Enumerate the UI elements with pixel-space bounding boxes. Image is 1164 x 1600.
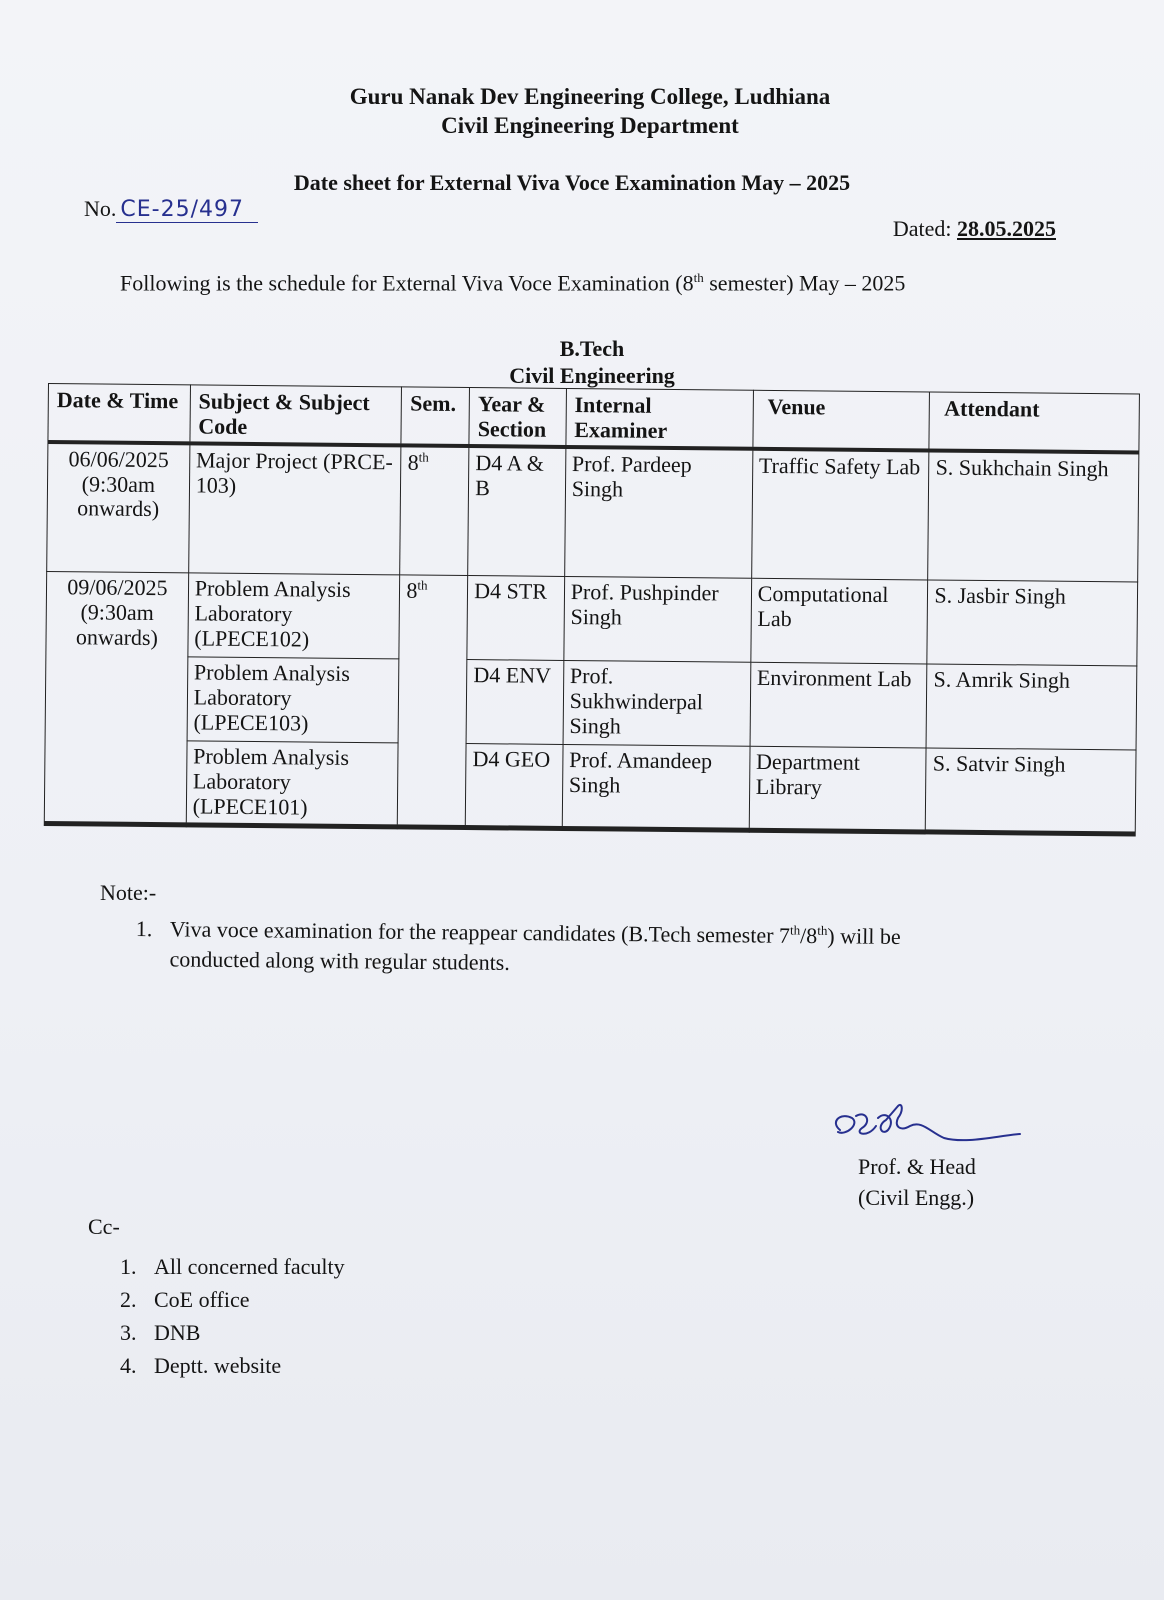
venue-cell: Traffic Safety Lab — [751, 448, 929, 580]
list-item — [120, 1349, 345, 1382]
intro-sentence — [120, 270, 905, 296]
table-row — [46, 572, 1138, 666]
examiner-cell: Prof. Pushpinder Singh — [564, 577, 752, 663]
reference-handwritten-number: CE-25/497 — [116, 197, 258, 223]
year-section-cell: D4 A & B — [468, 446, 566, 577]
header-year-section: Year & Section — [469, 388, 566, 447]
schedule-table — [44, 383, 1140, 837]
reference-number — [84, 196, 258, 222]
signatory-title: Prof. & Head — [858, 1154, 976, 1179]
table-header-row — [48, 384, 1140, 453]
note-text-b: /8 — [800, 922, 818, 949]
venue-cell: Environment Lab — [750, 662, 927, 748]
cc-list — [120, 1250, 345, 1382]
header-internal-examiner: Internal Examiner — [566, 388, 754, 448]
subject-cell: Problem Analysis Laboratory (LPECE102) — [188, 573, 400, 659]
reference-label: No. — [84, 196, 117, 221]
sem-number: 8 — [406, 577, 418, 604]
header-sem: Sem. — [401, 387, 469, 446]
list-item — [120, 1250, 345, 1283]
programme-degree: B.Tech — [559, 336, 625, 361]
dated-line — [893, 216, 1056, 242]
attendant-cell: S. Jasbir Singh — [927, 580, 1137, 666]
sem-number: 8 — [407, 449, 419, 475]
signatory-block — [858, 1152, 976, 1214]
note-sup-b: th — [817, 922, 828, 938]
sem-sup: th — [418, 449, 429, 465]
department-name: Civil Engineering Department — [441, 113, 739, 138]
attendant-cell: S. Amrik Singh — [926, 664, 1136, 750]
signatory-department: (Civil Engg.) — [858, 1184, 975, 1210]
examiner-cell: Prof. Amandeep Singh — [562, 745, 750, 831]
note-sup-a: th — [789, 922, 801, 938]
note-text-c: ) will be — [827, 923, 901, 950]
list-item — [120, 1283, 345, 1316]
sem-cell — [400, 445, 469, 576]
attendant-cell: S. Sukhchain Singh — [928, 450, 1139, 582]
sem-sup: th — [417, 577, 428, 593]
note-text-a: Viva voce examination for the reappear candidates (B.Tech semester 7 — [169, 916, 791, 948]
exam-date: 06/06/2025 — [68, 445, 169, 472]
date-sheet-title: Date sheet for External Viva Voce Examination May – 2025 — [293, 170, 851, 195]
cc-item-number: 2. — [120, 1287, 137, 1312]
venue-cell: Department Library — [749, 746, 926, 832]
subject-cell: Problem Analysis Laboratory (LPECE103) — [187, 657, 399, 743]
intro-text-a: Following is the schedule for External Viva Voce Examination (8 — [120, 270, 694, 296]
examiner-cell: Prof. Sukhwinderpal Singh — [563, 661, 751, 747]
examiner-cell: Prof. Pardeep Singh — [564, 447, 752, 579]
header-attendant: Attendant — [929, 392, 1139, 452]
note-number: 1. — [135, 915, 153, 942]
dated-value: 28.05.2025 — [957, 216, 1056, 241]
note-item — [135, 914, 1016, 983]
venue-cell: Computational Lab — [751, 578, 928, 664]
subject-cell: Major Project (PRCE-103) — [188, 443, 401, 575]
list-item — [120, 1316, 345, 1349]
year-section-cell: D4 STR — [467, 576, 564, 661]
year-section-cell: D4 ENV — [466, 660, 563, 745]
cc-item-text: DNB — [154, 1320, 201, 1345]
attendant-cell: S. Satvir Singh — [926, 748, 1136, 834]
college-name: Guru Nanak Dev Engineering College, Ludhiana — [349, 84, 831, 109]
cc-item-number: 1. — [120, 1254, 137, 1279]
table-row — [44, 740, 1136, 834]
intro-text-b: semester) May – 2025 — [703, 270, 906, 296]
dated-label: Dated: — [892, 216, 952, 241]
header-date-time: Date & Time — [48, 384, 190, 444]
cc-label: Cc- — [88, 1214, 120, 1239]
date-time-cell — [44, 572, 188, 825]
header-venue: Venue — [753, 390, 930, 450]
exam-time: (9:30am onwards) — [75, 599, 158, 651]
cc-item-number: 3. — [120, 1320, 137, 1345]
note-label: Note:- — [100, 880, 157, 905]
intro-sup: th — [693, 270, 704, 285]
year-section-cell: D4 GEO — [465, 744, 562, 829]
cc-item-text: All concerned faculty — [154, 1254, 345, 1279]
programme-branch: Civil Engineering — [509, 363, 675, 388]
header-subject: Subject & Subject Code — [190, 385, 402, 445]
note-continuation: conducted along with regular students. — [169, 946, 510, 975]
table-row — [45, 656, 1137, 750]
subject-cell: Problem Analysis Laboratory (LPECE101) — [186, 741, 398, 827]
exam-time: (9:30am onwards) — [77, 470, 160, 522]
date-time-cell — [47, 442, 190, 573]
handwritten-signature — [826, 1096, 1026, 1156]
cc-item-text: Deptt. website — [154, 1353, 282, 1378]
cc-item-number: 4. — [120, 1353, 137, 1378]
sem-cell — [398, 575, 468, 828]
exam-date: 09/06/2025 — [67, 574, 168, 601]
cc-item-text: CoE office — [154, 1287, 250, 1312]
table-row — [47, 442, 1139, 582]
